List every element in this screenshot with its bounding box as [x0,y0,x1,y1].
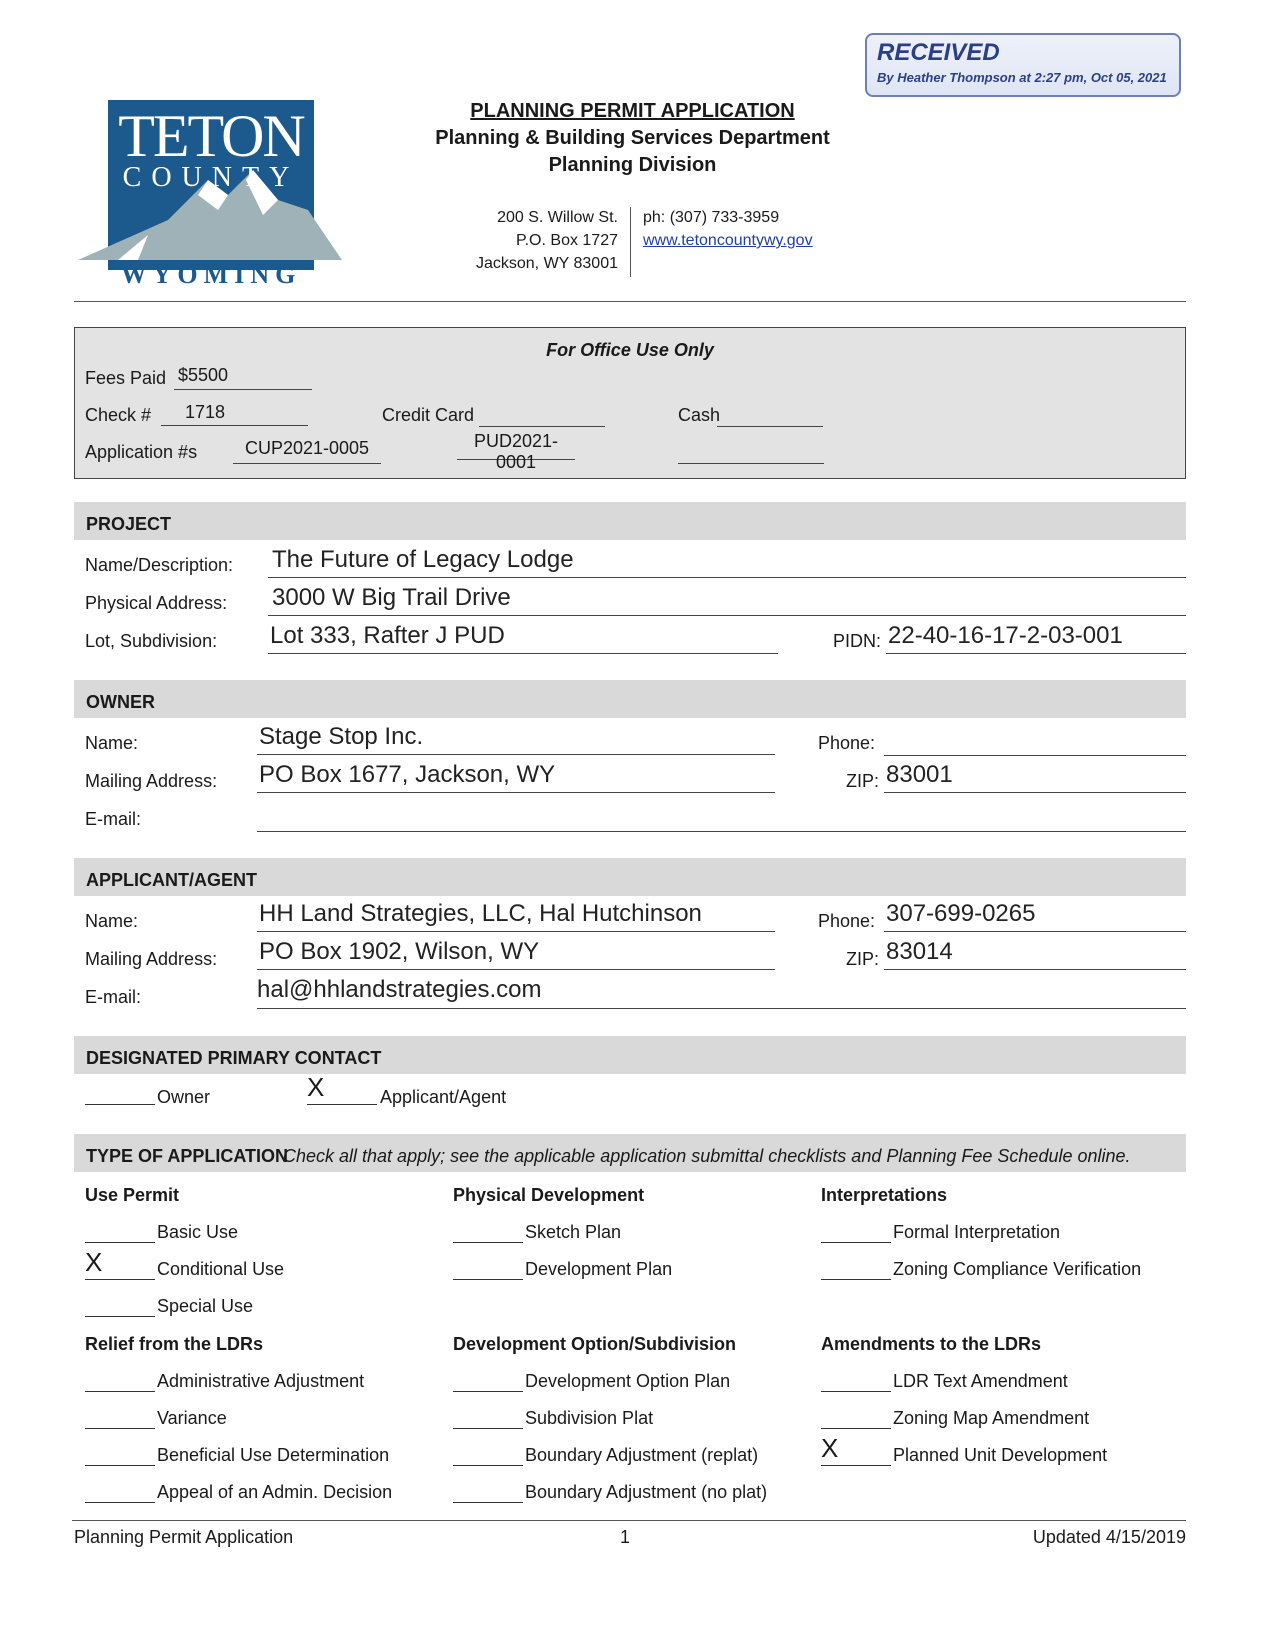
use-permit-title: Use Permit [85,1185,180,1205]
appeal-label: Appeal of an Admin. Decision [157,1482,393,1502]
office-use-heading: For Office Use Only [546,340,714,360]
footer-title: Planning Permit Application [74,1527,294,1547]
teton-county-logo [78,100,342,292]
special-use-label: Special Use [157,1296,254,1316]
application-number-1[interactable]: CUP2021-0005 [233,438,381,464]
conditional-use-mark: X [85,1247,103,1277]
boundary-replat-checkbox[interactable] [453,1445,523,1466]
conditional-use-label: Conditional Use [157,1259,285,1279]
logo-wyoming: WYOMING [120,260,302,289]
cash-field[interactable] [717,402,823,427]
zoning-compliance-checkbox[interactable] [821,1259,891,1280]
fees-label: Fees Paid [85,368,167,388]
physical-development-title: Physical Development [453,1185,645,1205]
variance-checkbox[interactable] [85,1408,155,1429]
owner-contact-checkbox[interactable] [85,1084,155,1105]
owner-zip-field[interactable]: 83001 [884,761,1186,793]
lot-subdivision-label: Lot, Subdivision: [85,631,218,651]
contact-heading: DESIGNATED PRIMARY CONTACT [86,1048,382,1068]
agent-contact-mark: X [307,1072,325,1102]
sketch-plan-checkbox[interactable] [453,1222,523,1243]
owner-contact-label: Owner [157,1087,211,1107]
application-number-3[interactable] [678,438,824,464]
physical-address-field[interactable]: 3000 W Big Trail Drive [268,584,1186,616]
address-line: P.O. Box 1727 [516,232,618,249]
amendments-title: Amendments to the LDRs [821,1334,1042,1354]
administrative-adjustment-label: Administrative Adjustment [157,1371,365,1391]
applicant-email-field[interactable]: hal@hhlandstrategies.com [257,976,1186,1009]
applicant-zip-field[interactable]: 83014 [884,938,1186,970]
zoning-map-amendment-checkbox[interactable] [821,1408,891,1429]
applicant-zip-label: ZIP: [846,949,880,969]
owner-section-bar [74,680,1186,718]
office-use-box [74,327,1186,479]
applicant-phone-field[interactable]: 307-699-0265 [884,900,1186,932]
footer-updated: Updated 4/15/2019 [1032,1527,1186,1547]
office-contact [643,206,813,252]
office-phone: ph: (307) 733-3959 [643,209,780,226]
development-option-plan-label: Development Option Plan [525,1371,731,1391]
development-plan-label: Development Plan [525,1259,673,1279]
page-number: 1 [619,1527,630,1547]
received-stamp [865,33,1181,97]
development-plan-checkbox[interactable] [453,1259,523,1280]
owner-email-label: E-mail: [85,809,142,829]
basic-use-label: Basic Use [157,1222,239,1242]
subdivision-plat-label: Subdivision Plat [525,1408,654,1428]
interpretations-title: Interpretations [821,1185,948,1205]
administrative-adjustment-checkbox[interactable] [85,1371,155,1392]
planned-unit-development-label: Planned Unit Development [893,1445,1108,1465]
owner-name-field[interactable]: Stage Stop Inc. [257,723,775,755]
header-rule [74,301,1186,302]
type-heading: TYPE OF APPLICATION [86,1146,289,1166]
owner-phone-field[interactable] [884,723,1186,756]
sketch-plan-label: Sketch Plan [525,1222,622,1242]
special-use-checkbox[interactable] [85,1296,155,1317]
applicant-section-bar [74,858,1186,896]
development-option-plan-checkbox[interactable] [453,1371,523,1392]
office-address [430,206,618,275]
zoning-compliance-label: Zoning Compliance Verification [893,1259,1142,1279]
applicant-heading: APPLICANT/AGENT [86,870,257,890]
application-number-2[interactable]: PUD2021-0001 [457,431,575,460]
pidn-label: PIDN: [833,631,882,651]
credit-card-field[interactable] [479,402,605,427]
stamp-title: RECEIVED [877,39,1000,66]
formal-interpretation-label: Formal Interpretation [893,1222,1061,1242]
applicant-phone-label: Phone: [818,911,876,931]
credit-card-label: Credit Card [382,405,475,425]
owner-zip-label: ZIP: [846,771,880,791]
physical-address-label: Physical Address: [85,593,228,613]
header [380,100,885,177]
application-numbers-label: Application #s [85,442,198,462]
fees-field[interactable]: $5500 [174,365,312,390]
zoning-map-amendment-label: Zoning Map Amendment [893,1408,1090,1428]
formal-interpretation-checkbox[interactable] [821,1222,891,1243]
boundary-replat-label: Boundary Adjustment (replat) [525,1445,759,1465]
project-heading: PROJECT [86,514,172,534]
applicant-name-label: Name: [85,911,139,931]
website-link[interactable]: www.tetoncountywy.gov [643,232,813,249]
footer-rule [72,1520,1186,1521]
page-title: PLANNING PERMIT APPLICATION [470,100,795,122]
applicant-mailing-label: Mailing Address: [85,949,218,969]
subdivision-plat-checkbox[interactable] [453,1408,523,1429]
project-section-bar [74,502,1186,540]
basic-use-checkbox[interactable] [85,1222,155,1243]
applicant-mailing-field[interactable]: PO Box 1902, Wilson, WY [257,938,775,970]
beneficial-use-checkbox[interactable] [85,1445,155,1466]
logo-county: COUNTY [122,162,300,193]
applicant-email-label: E-mail: [85,987,142,1007]
owner-phone-label: Phone: [818,733,876,753]
divider [630,207,631,277]
ldr-text-amendment-checkbox[interactable] [821,1371,891,1392]
department: Planning & Building Services Department [435,127,830,149]
ldr-text-amendment-label: LDR Text Amendment [893,1371,1068,1391]
pidn-field[interactable]: 22-40-16-17-2-03-001 [886,622,1186,654]
development-option-title: Development Option/Subdivision [453,1334,737,1354]
address-line: Jackson, WY 83001 [475,255,618,272]
owner-mailing-label: Mailing Address: [85,771,218,791]
planned-unit-development-mark: X [821,1433,839,1463]
division: Planning Division [548,154,717,176]
type-section-bar [74,1134,1186,1172]
project-name-field[interactable]: The Future of Legacy Lodge [268,546,1186,578]
lot-subdivision-field[interactable]: Lot 333, Rafter J PUD [268,622,778,654]
owner-mailing-field[interactable]: PO Box 1677, Jackson, WY [257,761,775,793]
applicant-name-field[interactable]: HH Land Strategies, LLC, Hal Hutchinson [257,900,775,932]
owner-email-field[interactable] [257,799,1186,832]
owner-name-label: Name: [85,733,139,753]
contact-section-bar [74,1036,1186,1074]
relief-title: Relief from the LDRs [85,1334,264,1354]
check-label: Check # [85,405,152,425]
agent-contact-label: Applicant/Agent [380,1087,507,1107]
stamp-detail: By Heather Thompson at 2:27 pm, Oct 05, 2021 [877,70,1167,85]
beneficial-use-label: Beneficial Use Determination [157,1445,390,1465]
check-field[interactable]: 1718 [161,402,308,426]
appeal-checkbox[interactable] [85,1482,155,1503]
type-note: Check all that apply; see the applicable application submittal checklists and Planning Fee Schedule online. [283,1146,1131,1166]
boundary-no-plat-checkbox[interactable] [453,1482,523,1503]
cash-label: Cash [678,405,721,425]
variance-label: Variance [157,1408,227,1428]
boundary-no-plat-label: Boundary Adjustment (no plat) [525,1482,768,1502]
logo-teton: TETON [118,103,304,169]
project-name-label: Name/Description: [85,555,234,575]
address-line: 200 S. Willow St. [497,209,618,226]
owner-heading: OWNER [86,692,155,712]
